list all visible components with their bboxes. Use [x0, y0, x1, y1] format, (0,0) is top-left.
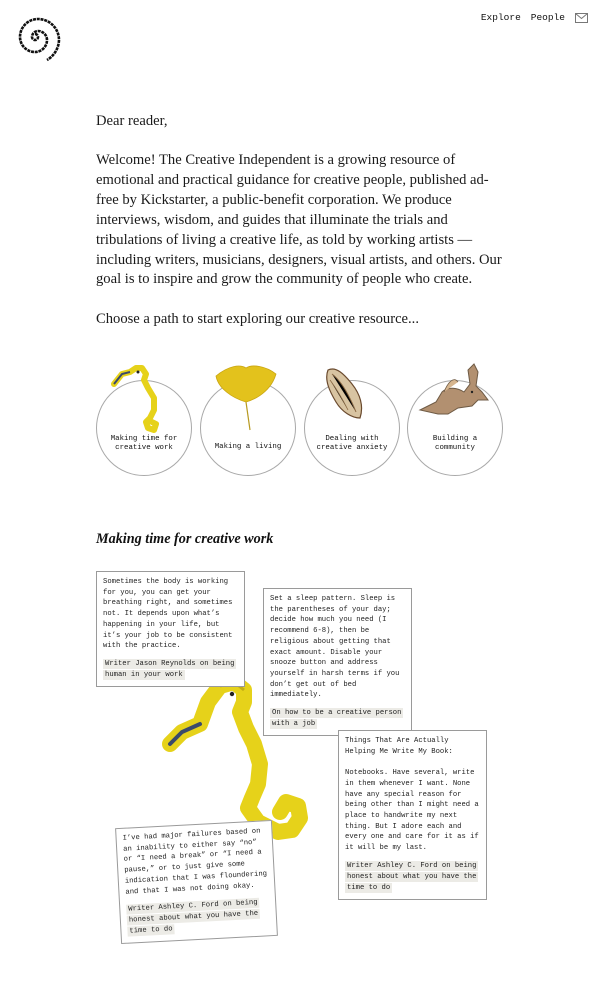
path-label: Making a living — [214, 443, 282, 451]
path-label: Making time for creative work — [110, 435, 178, 452]
quote-text: Things That Are Actually Helping Me Write My Book: Notebooks. Have several, write in them whenever I want. None have any special reason for being other than I might need a place to handwrite my next thing. But I adore each and every one and care for it as if it will be my last. — [345, 737, 479, 853]
seashell-icon — [322, 366, 366, 422]
welcome-paragraph: Welcome! The Creative Independent is a growing resource of emotional and practical guidance for creative people, published ad-free by Kickstarter, a public-benefit corporation. We produce interviews, wisdom, and guides that illuminate the trials and tribulations of living a creative life, as told by working artists — including writers, musicians, designers, visual artists, and others. Our goal is to inspire and grow the community of people who create. — [96, 152, 502, 288]
nav-people-link[interactable]: People — [530, 12, 565, 23]
quote-card[interactable] — [96, 571, 245, 687]
nav-explore-link[interactable]: Explore — [480, 12, 521, 23]
quote-card[interactable] — [338, 730, 487, 900]
path-label: Dealing with creative anxiety — [316, 435, 388, 452]
attribution-link[interactable]: On how to be a creative person with a job — [272, 709, 402, 729]
seahorse-icon — [108, 360, 168, 436]
spiral-icon[interactable] — [6, 8, 64, 66]
envelope-icon[interactable] — [575, 13, 588, 23]
section-title: Making time for creative work — [96, 531, 274, 547]
quote-text: Sometimes the body is working for you, you can get your breathing right, and sometimes not. It depends upon what’s happening in your life, but it’s your job to be consistent with the practice. — [103, 578, 233, 651]
top-nav — [481, 12, 588, 23]
quote-card[interactable] — [115, 820, 278, 944]
quote-card[interactable] — [263, 588, 412, 736]
attribution-link[interactable]: Writer Ashley C. Ford on being honest about what you have the time to do — [126, 898, 260, 937]
choose-path-text: Choose a path to start exploring our creative resource... — [96, 311, 419, 327]
ginkgo-leaf-icon — [214, 362, 278, 432]
salutation: Dear reader, — [96, 113, 168, 129]
attribution-link[interactable]: Writer Jason Reynolds on being human in your work — [105, 659, 235, 679]
quote-text: Set a sleep pattern. Sleep is the parentheses of your day; decide how much you need (I recommend 6-8), then be religious about getting that exact amount. Disable your snooze button and address yourself in harsh terms if you don’t get out of bed immediately. — [270, 595, 400, 700]
bird-icon — [418, 362, 490, 424]
attribution-link[interactable]: Writer Ashley C. Ford on being honest about what you have the time to do — [347, 861, 477, 892]
quote-text: I’ve had major failures based on an inability to either say “no” or “I need a break” or “I need a pause,” or to just give some indication that I was floundering and that I was not doing okay. — [122, 827, 268, 897]
path-selector — [96, 360, 516, 480]
path-label: Building a community — [432, 435, 478, 452]
